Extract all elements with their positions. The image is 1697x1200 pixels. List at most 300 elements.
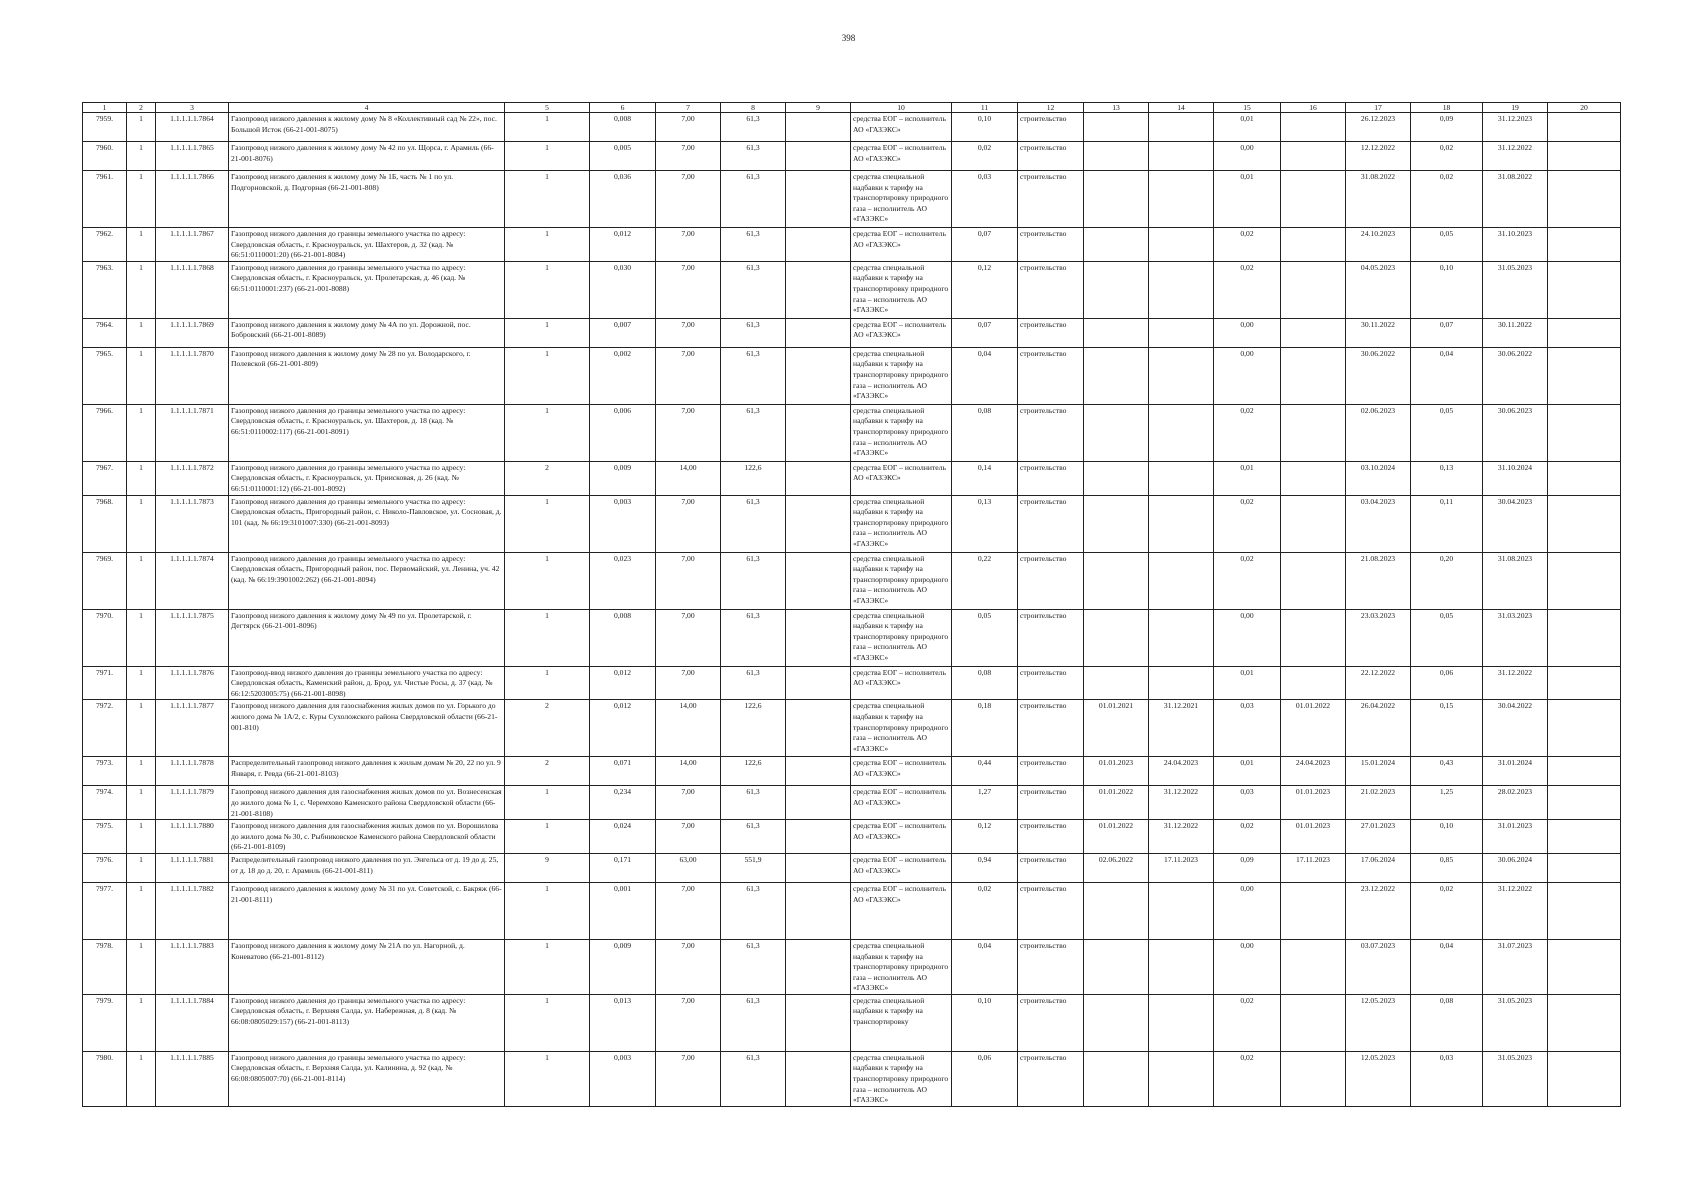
column-9-value [786, 1051, 851, 1106]
column-2-value: 1 [127, 939, 156, 994]
row-number: 7978. [83, 939, 127, 994]
column-2-value: 1 [127, 609, 156, 666]
column-15-value: 0,02 [1214, 552, 1281, 609]
column-19-date: 30.06.2024 [1483, 853, 1548, 882]
column-13-date [1084, 939, 1149, 994]
row-number: 7979. [83, 994, 127, 1051]
column-14-date [1149, 347, 1214, 404]
column-17-date: 03.10.2024 [1346, 461, 1411, 495]
column-18-value: 0,05 [1411, 404, 1483, 461]
column-2-value: 1 [127, 882, 156, 939]
column-6-value: 0,234 [590, 786, 656, 820]
object-code: 1.1.1.1.1.7882 [156, 882, 229, 939]
column-7-value: 7,00 [656, 552, 721, 609]
column-7-value: 14,00 [656, 461, 721, 495]
column-8-value: 551,9 [721, 853, 786, 882]
column-number: 1 [83, 103, 127, 113]
column-8-value: 61,3 [721, 1051, 786, 1106]
column-9-value [786, 786, 851, 820]
table-row [83, 404, 1621, 461]
column-16-date [1281, 495, 1346, 552]
object-name: Газопровод низкого давления до границы земельного участка по адресу: Свердловская область, г. Красноуральск, ул. Приисковая, д. 26 (кад. № 66:51:0110001:12) (66-21-001-8092) [229, 461, 505, 495]
column-11-value: 0,13 [952, 495, 1018, 552]
column-16-date [1281, 461, 1346, 495]
column-18-value: 0,10 [1411, 261, 1483, 318]
funding-source: средства ЕОГ – исполнитель АО «ГАЗЭКС» [851, 461, 952, 495]
table-row [83, 142, 1621, 171]
column-16-date: 01.01.2023 [1281, 786, 1346, 820]
column-16-date [1281, 171, 1346, 228]
column-20-value [1548, 882, 1621, 939]
funding-source: средства специальной надбавки к тарифу на транспортировку природного газа – исполнитель АО «ГАЗЭКС» [851, 939, 952, 994]
column-16-date [1281, 404, 1346, 461]
column-16-date: 24.04.2023 [1281, 757, 1346, 786]
column-14-date [1149, 171, 1214, 228]
column-11-value: 0,08 [952, 404, 1018, 461]
column-20-value [1548, 1051, 1621, 1106]
row-number: 7977. [83, 882, 127, 939]
column-15-value: 0,00 [1214, 882, 1281, 939]
object-name: Газопровод низкого давления для газоснабжения жилых домов по ул. Ворошилова до жилого дома № 30, с. Рыбниковское Каменского района Свердловской области (66-21-001-8109) [229, 820, 505, 854]
object-name: Газопровод низкого давления к жилому дому № 28 по ул. Володарского, г. Полевской (66-21-001-809) [229, 347, 505, 404]
column-8-value: 61,3 [721, 786, 786, 820]
column-5-value: 1 [505, 171, 590, 228]
column-6-value: 0,024 [590, 820, 656, 854]
column-19-date: 30.04.2023 [1483, 495, 1548, 552]
column-20-value [1548, 347, 1621, 404]
column-13-date [1084, 994, 1149, 1051]
column-17-date: 03.04.2023 [1346, 495, 1411, 552]
table-row [83, 786, 1621, 820]
column-16-date [1281, 1051, 1346, 1106]
column-11-value: 0,44 [952, 757, 1018, 786]
column-19-date: 31.03.2023 [1483, 609, 1548, 666]
column-8-value: 61,3 [721, 939, 786, 994]
column-5-value: 1 [505, 786, 590, 820]
funding-source: средства специальной надбавки к тарифу на транспортировку природного газа – исполнитель АО «ГАЗЭКС» [851, 171, 952, 228]
funding-source: средства специальной надбавки к тарифу на транспортировку природного газа – исполнитель АО «ГАЗЭКС» [851, 495, 952, 552]
column-13-date [1084, 1051, 1149, 1106]
work-type: строительство [1018, 1051, 1084, 1106]
column-7-value: 7,00 [656, 1051, 721, 1106]
column-17-date: 26.12.2023 [1346, 113, 1411, 142]
column-11-value: 0,18 [952, 700, 1018, 757]
column-2-value: 1 [127, 261, 156, 318]
column-18-value: 0,05 [1411, 228, 1483, 262]
column-7-value: 7,00 [656, 228, 721, 262]
column-11-value: 0,02 [952, 882, 1018, 939]
object-name: Газопровод низкого давления до границы земельного участка по адресу: Свердловская область, г. Верхняя Салда, ул. Набережная, д. 8 (кад. № 66:08:0805029:157) (66-21-001-8113) [229, 994, 505, 1051]
column-20-value [1548, 318, 1621, 347]
column-13-date [1084, 552, 1149, 609]
column-13-date: 01.01.2023 [1084, 757, 1149, 786]
row-number: 7980. [83, 1051, 127, 1106]
column-8-value: 61,3 [721, 142, 786, 171]
object-code: 1.1.1.1.1.7871 [156, 404, 229, 461]
work-type: строительство [1018, 404, 1084, 461]
column-5-value: 2 [505, 700, 590, 757]
object-code: 1.1.1.1.1.7877 [156, 700, 229, 757]
column-number: 4 [229, 103, 505, 113]
column-17-date: 30.06.2022 [1346, 347, 1411, 404]
column-13-date: 02.06.2022 [1084, 853, 1149, 882]
row-number: 7966. [83, 404, 127, 461]
column-2-value: 1 [127, 552, 156, 609]
funding-source: средства специальной надбавки к тарифу на транспортировку [851, 994, 952, 1051]
column-20-value [1548, 142, 1621, 171]
column-7-value: 7,00 [656, 882, 721, 939]
object-code: 1.1.1.1.1.7870 [156, 347, 229, 404]
column-number: 3 [156, 103, 229, 113]
column-16-date [1281, 939, 1346, 994]
object-name: Газопровод низкого давления до границы земельного участка по адресу: Свердловская область, Пригородный район, с. Николо-Павловское, ул. Сосновая, д. 101 (кад. № 66:19:3101007:330) (66-21-001-8093) [229, 495, 505, 552]
column-11-value: 0,03 [952, 171, 1018, 228]
column-17-date: 12.05.2023 [1346, 994, 1411, 1051]
row-number: 7976. [83, 853, 127, 882]
column-5-value: 1 [505, 404, 590, 461]
column-8-value: 61,3 [721, 609, 786, 666]
column-20-value [1548, 786, 1621, 820]
column-9-value [786, 495, 851, 552]
funding-source: средства ЕОГ – исполнитель АО «ГАЗЭКС» [851, 142, 952, 171]
column-18-value: 0,10 [1411, 820, 1483, 854]
column-16-date [1281, 318, 1346, 347]
column-15-value: 0,00 [1214, 609, 1281, 666]
column-8-value: 61,3 [721, 171, 786, 228]
table-row [83, 700, 1621, 757]
column-20-value [1548, 666, 1621, 700]
column-number: 18 [1411, 103, 1483, 113]
column-14-date [1149, 261, 1214, 318]
column-11-value: 0,94 [952, 853, 1018, 882]
column-16-date [1281, 142, 1346, 171]
funding-source: средства ЕОГ – исполнитель АО «ГАЗЭКС» [851, 820, 952, 854]
object-code: 1.1.1.1.1.7872 [156, 461, 229, 495]
column-16-date: 01.01.2022 [1281, 700, 1346, 757]
work-type: строительство [1018, 113, 1084, 142]
column-19-date: 31.01.2024 [1483, 757, 1548, 786]
column-19-date: 31.12.2023 [1483, 113, 1548, 142]
column-9-value [786, 853, 851, 882]
column-8-value: 122,6 [721, 461, 786, 495]
object-name: Газопровод низкого давления до границы земельного участка по адресу: Свердловская область, г. Красноуральск, ул. Шахтеров, д. 18 (кад. № 66:51:0110002:117) (66-21-001-8091) [229, 404, 505, 461]
column-number: 2 [127, 103, 156, 113]
column-8-value: 61,3 [721, 994, 786, 1051]
column-6-value: 0,012 [590, 700, 656, 757]
column-13-date [1084, 882, 1149, 939]
column-20-value [1548, 853, 1621, 882]
column-14-date [1149, 994, 1214, 1051]
column-2-value: 1 [127, 142, 156, 171]
column-20-value [1548, 228, 1621, 262]
column-14-date: 24.04.2023 [1149, 757, 1214, 786]
column-14-date [1149, 939, 1214, 994]
column-2-value: 1 [127, 461, 156, 495]
column-2-value: 1 [127, 853, 156, 882]
column-15-value: 0,01 [1214, 666, 1281, 700]
column-2-value: 1 [127, 757, 156, 786]
row-number: 7971. [83, 666, 127, 700]
column-5-value: 2 [505, 461, 590, 495]
column-7-value: 7,00 [656, 318, 721, 347]
column-13-date: 01.01.2021 [1084, 700, 1149, 757]
object-name: Газопровод низкого давления до границы земельного участка по адресу: Свердловская область, г. Верхняя Салда, ул. Калинина, д. 92 (кад. № 66:08:0805007:70) (66-21-001-8114) [229, 1051, 505, 1106]
column-19-date: 30.06.2022 [1483, 347, 1548, 404]
column-7-value: 7,00 [656, 820, 721, 854]
column-18-value: 0,02 [1411, 171, 1483, 228]
table-row [83, 757, 1621, 786]
column-17-date: 21.08.2023 [1346, 552, 1411, 609]
column-2-value: 1 [127, 113, 156, 142]
column-11-value: 0,08 [952, 666, 1018, 700]
column-11-value: 0,02 [952, 142, 1018, 171]
object-code: 1.1.1.1.1.7884 [156, 994, 229, 1051]
column-19-date: 31.10.2024 [1483, 461, 1548, 495]
column-8-value: 61,3 [721, 820, 786, 854]
column-16-date [1281, 347, 1346, 404]
object-code: 1.1.1.1.1.7878 [156, 757, 229, 786]
object-code: 1.1.1.1.1.7876 [156, 666, 229, 700]
column-20-value [1548, 820, 1621, 854]
column-19-date: 31.12.2022 [1483, 666, 1548, 700]
column-8-value: 61,3 [721, 228, 786, 262]
column-5-value: 1 [505, 609, 590, 666]
column-18-value: 0,07 [1411, 318, 1483, 347]
column-6-value: 0,012 [590, 228, 656, 262]
column-13-date [1084, 495, 1149, 552]
column-2-value: 1 [127, 228, 156, 262]
column-2-value: 1 [127, 994, 156, 1051]
column-6-value: 0,009 [590, 461, 656, 495]
column-8-value: 61,3 [721, 347, 786, 404]
column-16-date [1281, 552, 1346, 609]
column-11-value: 0,10 [952, 994, 1018, 1051]
table-row [83, 261, 1621, 318]
column-7-value: 14,00 [656, 757, 721, 786]
column-19-date: 30.06.2023 [1483, 404, 1548, 461]
column-number: 16 [1281, 103, 1346, 113]
work-type: строительство [1018, 228, 1084, 262]
column-9-value [786, 404, 851, 461]
row-number: 7959. [83, 113, 127, 142]
table-row [83, 994, 1621, 1051]
column-11-value: 0,10 [952, 113, 1018, 142]
table-row [83, 939, 1621, 994]
column-6-value: 0,007 [590, 318, 656, 347]
column-16-date [1281, 609, 1346, 666]
column-7-value: 7,00 [656, 261, 721, 318]
row-number: 7962. [83, 228, 127, 262]
column-20-value [1548, 700, 1621, 757]
column-14-date [1149, 113, 1214, 142]
column-5-value: 1 [505, 820, 590, 854]
table-row [83, 318, 1621, 347]
column-14-date: 31.12.2022 [1149, 820, 1214, 854]
column-5-value: 2 [505, 757, 590, 786]
work-type: строительство [1018, 757, 1084, 786]
table-row [83, 853, 1621, 882]
column-number: 15 [1214, 103, 1281, 113]
column-6-value: 0,008 [590, 609, 656, 666]
column-13-date [1084, 228, 1149, 262]
column-19-date: 31.05.2023 [1483, 994, 1548, 1051]
work-type: строительство [1018, 318, 1084, 347]
row-number: 7961. [83, 171, 127, 228]
column-20-value [1548, 609, 1621, 666]
row-number: 7967. [83, 461, 127, 495]
funding-source: средства специальной надбавки к тарифу на транспортировку природного газа – исполнитель АО «ГАЗЭКС» [851, 404, 952, 461]
column-9-value [786, 609, 851, 666]
object-name: Газопровод низкого давления для газоснабжения жилых домов по ул. Горького до жилого дома № 1А/2, с. Куры Сухоложского района Свердловской области (66-21-001-810) [229, 700, 505, 757]
column-20-value [1548, 404, 1621, 461]
column-2-value: 1 [127, 820, 156, 854]
object-code: 1.1.1.1.1.7881 [156, 853, 229, 882]
column-11-value: 0,04 [952, 347, 1018, 404]
column-17-date: 23.12.2022 [1346, 882, 1411, 939]
funding-source: средства специальной надбавки к тарифу на транспортировку природного газа – исполнитель АО «ГАЗЭКС» [851, 552, 952, 609]
column-15-value: 0,03 [1214, 786, 1281, 820]
column-19-date: 31.07.2023 [1483, 939, 1548, 994]
work-type: строительство [1018, 882, 1084, 939]
column-11-value: 0,12 [952, 820, 1018, 854]
column-7-value: 7,00 [656, 113, 721, 142]
column-18-value: 0,05 [1411, 609, 1483, 666]
column-17-date: 04.05.2023 [1346, 261, 1411, 318]
column-17-date: 27.01.2023 [1346, 820, 1411, 854]
column-18-value: 0,11 [1411, 495, 1483, 552]
column-19-date: 31.08.2022 [1483, 171, 1548, 228]
table-row [83, 1051, 1621, 1106]
column-15-value: 0,01 [1214, 171, 1281, 228]
column-number: 12 [1018, 103, 1084, 113]
column-19-date: 28.02.2023 [1483, 786, 1548, 820]
table-row [83, 820, 1621, 854]
object-name: Газопровод низкого давления к жилому дому № 42 по ул. Щорса, г. Арамиль (66-21-001-8076) [229, 142, 505, 171]
column-9-value [786, 113, 851, 142]
object-name: Газопровод низкого давления к жилому дому № 49 по ул. Пролетарской, г. Дегтярск (66-21-001-8096) [229, 609, 505, 666]
column-16-date [1281, 113, 1346, 142]
row-number: 7960. [83, 142, 127, 171]
column-8-value: 61,3 [721, 261, 786, 318]
object-code: 1.1.1.1.1.7883 [156, 939, 229, 994]
column-8-value: 122,6 [721, 757, 786, 786]
column-9-value [786, 171, 851, 228]
column-14-date: 31.12.2021 [1149, 700, 1214, 757]
table-row [83, 113, 1621, 142]
column-7-value: 7,00 [656, 939, 721, 994]
column-6-value: 0,013 [590, 994, 656, 1051]
work-type: строительство [1018, 261, 1084, 318]
row-number: 7963. [83, 261, 127, 318]
column-8-value: 122,6 [721, 700, 786, 757]
column-18-value: 0,13 [1411, 461, 1483, 495]
table-row [83, 228, 1621, 262]
column-15-value: 0,00 [1214, 142, 1281, 171]
column-17-date: 24.10.2023 [1346, 228, 1411, 262]
row-number: 7973. [83, 757, 127, 786]
column-20-value [1548, 171, 1621, 228]
column-11-value: 0,05 [952, 609, 1018, 666]
page-number: 398 [841, 33, 856, 43]
column-5-value: 1 [505, 994, 590, 1051]
column-9-value [786, 882, 851, 939]
column-5-value: 1 [505, 882, 590, 939]
column-7-value: 7,00 [656, 404, 721, 461]
column-5-value: 1 [505, 261, 590, 318]
funding-source: средства специальной надбавки к тарифу на транспортировку природного газа – исполнитель АО «ГАЗЭКС» [851, 609, 952, 666]
column-9-value [786, 261, 851, 318]
column-6-value: 0,030 [590, 261, 656, 318]
work-type: строительство [1018, 994, 1084, 1051]
column-number: 11 [952, 103, 1018, 113]
column-2-value: 1 [127, 1051, 156, 1106]
funding-source: средства специальной надбавки к тарифу на транспортировку природного газа – исполнитель АО «ГАЗЭКС» [851, 261, 952, 318]
column-20-value [1548, 939, 1621, 994]
column-6-value: 0,036 [590, 171, 656, 228]
column-15-value: 0,01 [1214, 757, 1281, 786]
table-row [83, 347, 1621, 404]
object-code: 1.1.1.1.1.7880 [156, 820, 229, 854]
column-6-value: 0,006 [590, 404, 656, 461]
column-6-value: 0,171 [590, 853, 656, 882]
column-17-date: 12.05.2023 [1346, 1051, 1411, 1106]
column-19-date: 30.11.2022 [1483, 318, 1548, 347]
column-18-value: 0,43 [1411, 757, 1483, 786]
column-15-value: 0,02 [1214, 994, 1281, 1051]
funding-source: средства ЕОГ – исполнитель АО «ГАЗЭКС» [851, 882, 952, 939]
column-8-value: 61,3 [721, 318, 786, 347]
column-15-value: 0,02 [1214, 261, 1281, 318]
work-type: строительство [1018, 347, 1084, 404]
object-code: 1.1.1.1.1.7864 [156, 113, 229, 142]
column-13-date [1084, 461, 1149, 495]
column-9-value [786, 700, 851, 757]
work-type: строительство [1018, 171, 1084, 228]
column-9-value [786, 820, 851, 854]
column-number: 20 [1548, 103, 1621, 113]
column-7-value: 7,00 [656, 609, 721, 666]
column-14-date [1149, 404, 1214, 461]
column-15-value: 0,02 [1214, 820, 1281, 854]
column-15-value: 0,03 [1214, 700, 1281, 757]
column-14-date [1149, 495, 1214, 552]
funding-source: средства ЕОГ – исполнитель АО «ГАЗЭКС» [851, 228, 952, 262]
work-type: строительство [1018, 609, 1084, 666]
work-type: строительство [1018, 666, 1084, 700]
column-8-value: 61,3 [721, 404, 786, 461]
column-19-date: 31.01.2023 [1483, 820, 1548, 854]
column-7-value: 7,00 [656, 171, 721, 228]
column-number: 19 [1483, 103, 1548, 113]
object-name: Газопровод низкого давления до границы земельного участка по адресу: Свердловская область, Пригородный район, пос. Первомайский, ул. Ленина, уч. 42 (кад. № 66:19:3901002:262) (66-21-001-8094) [229, 552, 505, 609]
column-number: 10 [851, 103, 952, 113]
column-11-value: 0,07 [952, 228, 1018, 262]
funding-source: средства ЕОГ – исполнитель АО «ГАЗЭКС» [851, 318, 952, 347]
column-20-value [1548, 994, 1621, 1051]
column-13-date: 01.01.2022 [1084, 820, 1149, 854]
object-code: 1.1.1.1.1.7879 [156, 786, 229, 820]
column-18-value: 0,06 [1411, 666, 1483, 700]
table-row [83, 666, 1621, 700]
column-5-value: 1 [505, 552, 590, 609]
column-7-value: 7,00 [656, 666, 721, 700]
column-16-date: 01.01.2023 [1281, 820, 1346, 854]
funding-source: средства ЕОГ – исполнитель АО «ГАЗЭКС» [851, 786, 952, 820]
funding-source: средства ЕОГ – исполнитель АО «ГАЗЭКС» [851, 757, 952, 786]
work-type: строительство [1018, 552, 1084, 609]
object-name: Газопровод-ввод низкого давления до границы земельного участка по адресу: Свердловская область, Каменский район, д. Брод, ул. Чистые Росы, д. 37 (кад. № 66:12:5203005:75) (66-21-001-8098) [229, 666, 505, 700]
column-14-date [1149, 609, 1214, 666]
